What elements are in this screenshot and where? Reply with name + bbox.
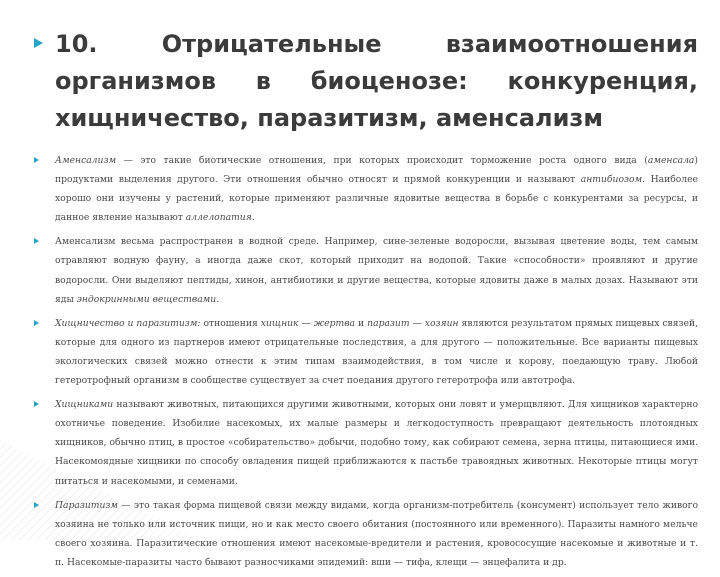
slide-content — [34, 26, 698, 577]
italic-term: Паразитизм — [55, 499, 119, 511]
text-segment: и — [355, 317, 368, 329]
bullet-triangle-icon — [34, 157, 39, 163]
text-segment: отношения — [200, 317, 261, 329]
bullet-paragraph — [55, 314, 698, 390]
title-row — [34, 26, 698, 137]
italic-term: аменсала — [647, 155, 695, 166]
text-segment: являются результатом прямых пищевых связей, которые для одного из партнеров имеют отрицательные последствия, а для другого — положительные. Все варианты пищевых экологических связей можно отнести к этим типам взаимодействия, в том числе и корову, поедающую траву. Любой гетеротрофный организм в сообществе существует за счет поедания другого гетеротрофа или автотрофа. — [55, 317, 699, 387]
bullet-paragraph — [55, 232, 698, 308]
bullet-triangle-icon — [34, 38, 43, 48]
italic-term: аллелопатия — [185, 212, 252, 224]
bullet-item — [34, 496, 698, 572]
bullet-triangle-icon — [34, 401, 39, 407]
italic-term: паразит — хозяин — [367, 317, 459, 329]
bullet-triangle-icon — [34, 238, 39, 244]
text-segment: . — [216, 293, 220, 305]
bullet-triangle-icon — [34, 320, 39, 326]
text-segment: ) продуктами выделения другого. Эти отношения обычно относят и прямой конкуренции и называют — [55, 155, 698, 186]
italic-term: Хищниками — [55, 399, 114, 411]
text-segment: . — [251, 212, 255, 224]
bullet-list — [34, 151, 698, 572]
bullet-item — [34, 232, 698, 308]
text-segment: — это такие биотические отношения, при которых происходит торможение роста одного вида ( — [116, 155, 648, 166]
italic-term: эндокринными веществами — [76, 293, 217, 305]
text-segment: Аменсализм весьма распространен в водной среде. Например, сине-зеленые водоросли, вызывая цветение воды, тем самым отравляют водную фауну, а иногда даже скот, который приходит на водопой. Такие «способности» проявляют и другие водоросли. Они выделяют пептиды, хинон, антибиотики и другие вещества, которые ядовиты даже в малых дозах. Называют эти яды — [55, 236, 698, 305]
text-segment: называют животных, питающихся другими животными, которых они ловят и умерщвляют. Для хищников характерно охотничье поведение. Изобилие насекомых, их малые размеры и легкодоступность превращают деятельность плотоядных хищников, обычно птиц, в простое «собирательство» добычи, подобно тому, как собирают семена, зерна птицы, питающиеся ими. Насекомоядные хищники по способу овладения пищей приближаются к пастьбе травоядных животных. Некоторые птицы могут питаться и насекомыми, и семенами. — [55, 399, 698, 487]
italic-term: Хищничество и паразитизм: — [55, 317, 201, 329]
bullet-item — [34, 314, 698, 390]
bullet-triangle-icon — [34, 502, 39, 508]
italic-term: антибиозом — [580, 174, 643, 186]
bullet-paragraph — [55, 496, 698, 572]
bullet-paragraph — [55, 151, 698, 227]
bullet-item — [34, 395, 698, 490]
slide-title: 10. Отрицательные взаимоотношения организмов в биоценозе: конкуренция, хищничество, паразитизм, аменсализм — [55, 30, 698, 132]
text-segment: — это такая форма пищевой связи между видами, когда организм-потребитель (консумент) использует тело живого хозяина не только или источник пищи, но и как место своего обитания (постоянного или временного). Паразиты намного мельче своего хозяина. Паразитические отношения имеют насекомые-вредители и растения, кровососущие насекомые и животные и т. п. Насекомые-паразиты часто бывают разносчиками эпидемий: вши — тифа, клещи — энцефалита и др. — [55, 499, 698, 568]
italic-term: Аменсализм — [55, 155, 117, 166]
bullet-paragraph — [55, 395, 698, 490]
italic-term: хищник — жертва — [260, 317, 356, 329]
bullet-item — [34, 151, 698, 227]
text-segment: . Наиболее хорошо они изучены у растений, которые применяют различные ядовитые вещества в борьбе с конкурентами за ресурсы, и данное явление называют — [55, 174, 698, 224]
